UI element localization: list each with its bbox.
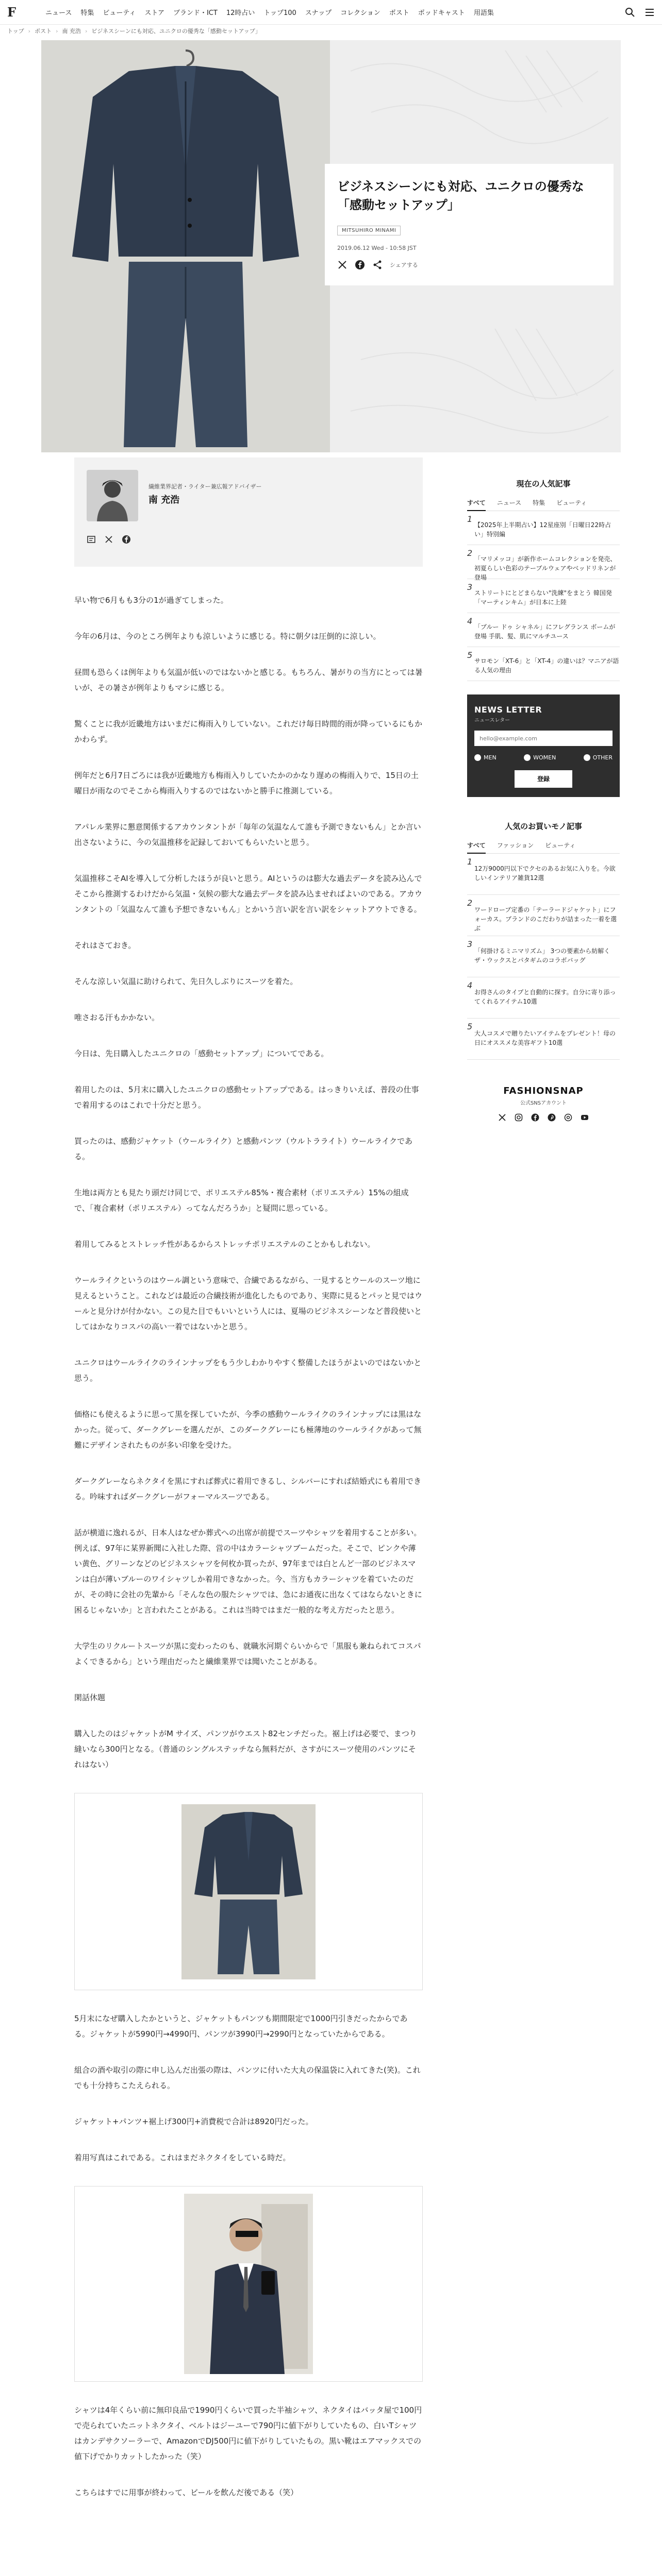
gender-radios (474, 754, 613, 761)
x-icon[interactable] (498, 1113, 506, 1122)
paragraph: そんな涼しい気温に助けられて、先日久しぶりにスーツを着た。 (74, 977, 298, 986)
paragraph: シャツは4年くらい前に無印良品で1990円くらいで買った半袖シャツ、ネクタイはバッタ屋で100円で売られていたニットネクタイ、ベルトはジーユーで790円に値下がりしていたもの、白いTシャツはカンデサクソーラーで、AmazonでDJ500円に値下がりしていたもの。黒い靴はエアマックスでの値下げでかりカットしたかった（笑） (74, 2405, 422, 2461)
list-item[interactable] (467, 977, 620, 1019)
paragraph: 買ったのは、感動ジャケット（ウールライク）と感動パンツ（ウルトラライト）ウールライクである。 (74, 1137, 412, 1161)
breadcrumb-item[interactable]: トップ (7, 28, 24, 35)
paragraph: 気温推移こそAIを導入して分析したほうが良いと思う。AIというのは膨大な過去データを読み込んでそこから推測するわけだから気温・気候の膨大な過去データを読み込ませればよいのである。アカウンタントの「気温なんて誰も予想できないもん」とかいう言い訳を言い訳をシャットアウトできる。 (74, 874, 422, 914)
threads-icon[interactable] (564, 1113, 572, 1122)
article-title: ビジネスシーンにも対応、ユニクロの優秀な「感動セットアップ」 (337, 179, 584, 212)
blog-icon[interactable] (87, 535, 96, 544)
rank-number: 2 (467, 898, 473, 908)
paragraph: 例年だと6月7日ごろには我が近畿地方も梅雨入りしていたかのかなり遅めの梅雨入りで、15日の土曜日が雨なのでそこから梅雨入りするのではないかと勝手に推測している。 (74, 771, 419, 795)
rank-number: 1 (467, 514, 473, 524)
newsletter-subtitle: ニュースレター (474, 718, 510, 723)
article-body (74, 592, 423, 2500)
rank-number: 4 (467, 980, 473, 990)
share-bar (337, 260, 601, 270)
author-links (87, 535, 131, 544)
rank-text: 大人コスメで贈りたいアイテムをプレゼント！母の日にオススメな美容ギフト10選 (474, 1030, 616, 1046)
author-box (74, 457, 423, 567)
paragraph: 驚くことに我が近畿地方はいまだに梅雨入りしていない。これだけ毎日時間的雨が降っているにもかかわらず。 (74, 719, 423, 744)
figure-wearing-photo (74, 2186, 423, 2382)
paragraph: 昼間も恐らくは例年よりも気温が低いのではないかと感じる。もちろん、暑がりの当方にとっては暑いが、その暑さが例年よりもマシに感じる。 (74, 668, 423, 692)
tab-all[interactable]: すべて (467, 842, 486, 849)
paragraph: ウールライクというのはウール調という意味で、合繊であるながら、一見するとウールのスーツ地に見えるということ。これなどは最近の合繊技術が進化したものであり、実際に見るとパッと見ではウールと見分けが付かない。この見た目でもいいという人には、夏場のビジネスシーンなど普段使いとしてはかなりコスパの高い一着ではないかと思う。 (74, 1276, 423, 1331)
facebook-icon[interactable] (355, 260, 365, 270)
tab-beauty[interactable]: ビューティ (556, 499, 587, 506)
tab-fashion[interactable]: ファッション (496, 842, 534, 849)
nav-item[interactable]: 12時占い (226, 9, 255, 17)
rank-text: ワードローブ定番の「テーラードジャケット」にフォーカス。ブランドのこだわりが詰まった一着を選ぶ (474, 906, 617, 932)
shop-tabs (467, 841, 620, 854)
shop-title: 人気のお買いモノ記事 (505, 822, 582, 831)
header-icons (625, 7, 655, 18)
paragraph: 今年の6月は、今のところ例年よりも涼しいように感じる。特に朝夕は圧倒的に涼しい。 (74, 632, 381, 641)
section-heading: 閑話休題 (74, 1693, 106, 1702)
newsletter-title: NEWS LETTER (474, 705, 542, 715)
avatar[interactable] (87, 470, 138, 521)
rank-text: 「何掛けるミニマリズム」 3つの要素から紡解くザ・ウックスとパタギムのコラボバッグ (474, 947, 610, 964)
tab-feature[interactable]: 特集 (533, 499, 545, 506)
article-main (74, 457, 423, 2521)
nav-item[interactable]: コレクション (340, 9, 380, 17)
youtube-icon[interactable] (581, 1113, 589, 1122)
paragraph: 購入したのはジャケットがM サイズ、パンツがウエスト82センチだった。裾上げは必要で、まつり縫いなら300円となる。（普通のシングルステッチなら無料だが、さすがにスーツ使用のパンツにそれはない） (74, 1729, 417, 1769)
rank-text: ストリートにとどまらない"洗練"をまとう 韓国発「マーティンキム」が日本に上陸 (474, 589, 612, 606)
rank-text: サロモン「XT-6」と「XT-4」の違いは？マニアが語る人気の理由 (474, 657, 619, 674)
paragraph: アパレル業界に懇意関係するアカウンタントが「毎年の気温なんて誰も予測できないもん」とか言い出さないように、今の気温推移を記録しておいてもらいたいと思う。 (74, 822, 421, 847)
facebook-icon[interactable] (531, 1113, 539, 1122)
top-navigation (0, 0, 662, 25)
chevron-right-icon: › (28, 27, 31, 35)
paragraph: こちらはすでに用事が終わって、ビールを飲んだ後である（笑） (74, 2488, 299, 2497)
facebook-icon[interactable] (122, 535, 131, 544)
paragraph: 早い物で6月もも3分の1が過ぎてしまった。 (74, 596, 228, 605)
rank-text: 【2025年上半期占い】12星座別「日曜日22時占い」特別編 (474, 521, 611, 538)
breadcrumb (0, 25, 662, 37)
suit-photo (181, 1804, 316, 1979)
radio-label: MEN (484, 754, 496, 761)
paragraph: 唯さおる汗もかかない。 (74, 1013, 160, 1022)
rank-text: 「ブルー ドゥ シャネル」にフレグランス ボームが登場 手肌、髪、肌にマルチユース (474, 623, 616, 640)
subscribe-button[interactable]: 登録 (515, 770, 572, 788)
nav-item[interactable]: ビューティ (103, 9, 136, 17)
nav-item[interactable]: ブランド・ICT (173, 9, 218, 17)
radio-women[interactable] (524, 754, 556, 761)
pinterest-icon[interactable] (548, 1113, 556, 1122)
paragraph: ジャケット+パンツ+裾上げ300円+消費税で合計は8920円だった。 (74, 2117, 313, 2126)
publish-date: 2019.06.12 Wed - 10:58 JST (337, 245, 417, 251)
paragraph: それはさておき。 (74, 941, 136, 950)
tab-beauty[interactable]: ビューティ (545, 842, 576, 849)
shopping-ranking (467, 821, 620, 1060)
paragraph: 大学生のリクルートスーツが黒に変わったのも、就職氷河期ぐらいからで「黒服も兼ねられてコスパよくできるから」という理由だったと繊維業界では聞いたことがある。 (74, 1641, 421, 1666)
tab-all[interactable]: すべて (467, 499, 486, 506)
list-item[interactable] (467, 1019, 620, 1060)
hero-info-card (325, 164, 614, 285)
popular-tabs (467, 498, 620, 511)
instagram-icon[interactable] (515, 1113, 523, 1122)
sns-icons (467, 1113, 620, 1122)
paragraph: 生地は両方とも見たり頭だけ同じで、ポリエステル85%・複合素材（ポリエステル）15%の組成で、「複合素材（ポリエステル）ってなんだろうか」と疑問に思っている。 (74, 1188, 409, 1213)
search-icon[interactable] (625, 7, 635, 18)
list-item[interactable] (467, 579, 620, 613)
radio-button[interactable] (474, 754, 481, 761)
paragraph: 5月末になぜ購入したかというと、ジャケットもパンツも期間限定で1000円引きだったからである。ジャケットが5990円→4990円、パンツが3990円→2990円となっていたからである。 (74, 2014, 408, 2039)
paragraph: ダークグレーならネクタイを黒にすれば葬式に着用できるし、シルバーにすれば結婚式にも着用できる。吟味すればダークグレーがフォーマルスーツである。 (74, 1477, 421, 1501)
wearing-photo (184, 2194, 313, 2374)
rank-number: 1 (467, 857, 473, 867)
suit-photo (41, 40, 330, 452)
paragraph: 着用したのは、5月末に購入したユニクロの感動セットアップである。はっきりいえば、普段の仕事で着用するのはこれで十分だと思う。 (74, 1085, 419, 1110)
paragraph: 着用してみるとストレッチ性があるからストレッチポリエステルのことかもしれない。 (74, 1240, 375, 1249)
sidebar (467, 478, 620, 1122)
fashionsnap-logo[interactable]: FASHIONSNAP (503, 1086, 584, 1096)
list-item[interactable] (467, 895, 620, 936)
author-tag[interactable]: MITSUHIRO MINAMI (337, 226, 401, 235)
nav-item[interactable]: ニュース (45, 9, 72, 17)
nav-item[interactable]: ポスト (389, 9, 409, 17)
chevron-right-icon: › (85, 27, 88, 35)
author-name[interactable]: 南 充浩 (148, 495, 180, 505)
main-nav (45, 7, 494, 17)
rank-number: 5 (467, 1022, 473, 1031)
tab-news[interactable]: ニュース (496, 499, 522, 506)
breadcrumb-item: ビジネスシーンにも対応、ユニクロの優秀な「感動セットアップ」 (91, 28, 261, 35)
list-item[interactable] (467, 545, 620, 579)
paragraph: 価格にも使えるように思って黒を探していたが、今季の感動ウールライクのラインナップには黒はなかった。従って、ダークグレーを選んだが、このダークグレーにも極薄地のウールライクがあって無難にデザインされたものが多い印象を受けた。 (74, 1410, 422, 1450)
nav-item[interactable]: 用語集 (473, 9, 494, 17)
paragraph: ユニクロはウールライクのラインナップをもう少しわかりやすく整備したほうがよいのではないかと思う。 (74, 1358, 422, 1383)
popular-title: 現在の人気記事 (516, 479, 571, 488)
rank-number: 5 (467, 650, 473, 660)
nav-item[interactable]: トップ100 (263, 9, 296, 17)
paragraph: 着用写真はこれである。これはまだネクタイをしている時だ。 (74, 2153, 291, 2162)
share-icon[interactable] (372, 260, 383, 270)
paragraph: 今日は、先日購入したユニクロの「感動セットアップ」についてである。 (74, 1049, 329, 1058)
rank-text: お得さんのタイプと自動的に探す。自分に寄り添ってくれるアイテム10選 (474, 989, 616, 1005)
radio-label: OTHER (592, 754, 613, 761)
nav-item[interactable]: ポッドキャスト (418, 9, 465, 17)
radio-button[interactable] (524, 754, 531, 761)
author-role: 繊維業界記者・ライター兼広報アドバイザー (148, 483, 262, 490)
paragraph: 話が横道に逸れるが、日本人はなぜか葬式への出席が前提でスーツやシャツを着用することが多い。例えば、97年に某界新聞に入社した際、営の中はカラーシャツブームだった。そこで、ピンクや薄い黄色、グリーンなどのビジネスシャツを何枚か買ったが、97年までは白とんど一部のビジネスマンは白が薄いブルーのワイシャツしか着用できなかった。今、当方もカラーシャツを着ていたのだが、その時に会社の先輩から「そんな色の服たシャツでは、急にお通夜に出なくてはならないときに困るじゃないか」と言われたことがある。これは当時ではまだ一般的な考え方だったと思う。 (74, 1528, 422, 1615)
list-item[interactable] (467, 936, 620, 977)
list-item[interactable] (467, 511, 620, 545)
radio-other[interactable] (584, 754, 613, 761)
paragraph: 組合の酒や取引の際に申し込んだ出張の際は、パンツに付いた大丸の保温袋に入れてきた(笑)。これでも十分持ちこたえられる。 (74, 2065, 421, 2090)
site-logo[interactable]: F (7, 5, 16, 20)
rank-text: 12万9000円以下でクセのあるお気に入りを。今欲しいインテリア雑貨12選 (474, 865, 616, 882)
radio-button[interactable] (584, 754, 590, 761)
menu-icon[interactable] (644, 7, 655, 18)
share-label[interactable]: シェアする (390, 262, 418, 268)
nav-item[interactable]: 特集 (80, 9, 94, 17)
radio-men[interactable] (474, 754, 496, 761)
list-item[interactable] (467, 854, 620, 895)
rank-text: 「マリメッコ」が新作ホームコレクションを発売、初夏らしい色彩のテーブルウェアやベッドリネンが登場 (474, 555, 617, 581)
radio-label: WOMEN (533, 754, 556, 761)
breadcrumb-item[interactable]: 南 充浩 (62, 28, 81, 35)
list-item[interactable] (467, 647, 620, 681)
rank-number: 4 (467, 616, 473, 626)
rank-number: 2 (467, 548, 473, 558)
figure-jacket-pants (74, 1793, 423, 1990)
sns-label: 公式SNSアカウント (520, 1100, 567, 1106)
rank-number: 3 (467, 939, 473, 949)
hero-image (41, 40, 330, 452)
x-icon[interactable] (337, 260, 347, 270)
breadcrumb-item[interactable]: ポスト (35, 28, 52, 35)
rank-number: 3 (467, 582, 473, 592)
hero (41, 40, 621, 452)
email-field[interactable] (474, 731, 613, 746)
list-item[interactable] (467, 613, 620, 647)
newsletter-box (467, 694, 620, 797)
x-icon[interactable] (104, 535, 113, 544)
chevron-right-icon: › (56, 27, 58, 35)
nav-item[interactable]: スナップ (305, 9, 332, 17)
nav-item[interactable]: ストア (144, 9, 164, 17)
